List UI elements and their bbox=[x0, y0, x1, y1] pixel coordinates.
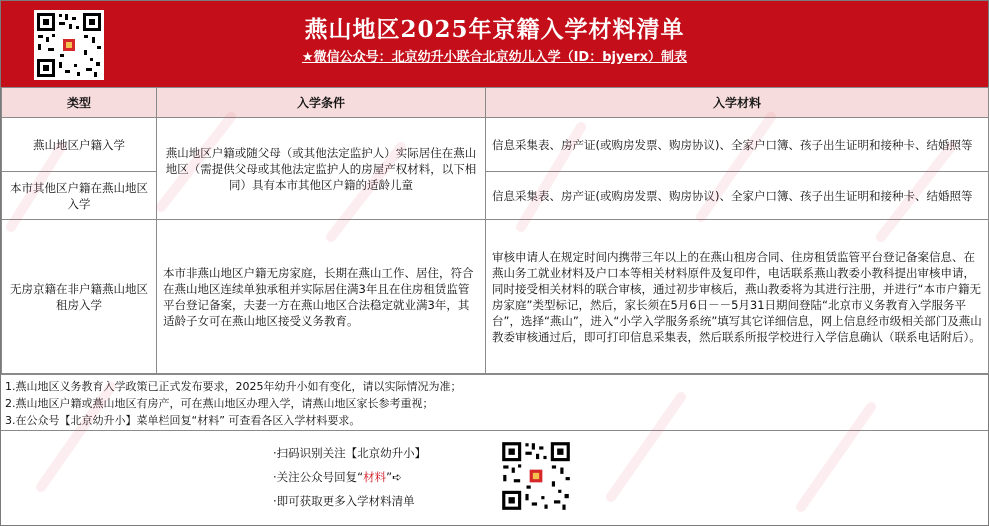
footer-line-more: ·即可获取更多入学材料清单 bbox=[273, 494, 415, 508]
table-header-row bbox=[2, 88, 989, 118]
header-banner bbox=[1, 1, 988, 87]
reply-prefix: ·关注公众号回复“ bbox=[273, 470, 364, 484]
table-row bbox=[2, 118, 989, 172]
row-materials: 审核申请人在规定时间内携带三年以上的在燕山租房合同、住房租赁监管平台登记备案信息、在燕山务工就业材料及户口本等相关材料原件及复印件，电话联系燕山教委小教科提出审核申请，同时接受相关材料的联合审核，通过初步审核后，燕山教委将为其进行注册，并进行“本市户籍无房家庭”类型标记，然后，家长须在5月6日－－5月31日期间登陆“北京市义务教育入学服务平台”，选择“燕山”，进入“小学入学服务系统”填写其它详细信息，网上信息经市级相关部门及燕山教委审核通过后，即可打印信息采集表，然后联系所报学校进行入学信息确认（联系电话附后）。 bbox=[486, 220, 989, 374]
row-type: 无房京籍在非户籍燕山地区租房入学 bbox=[2, 220, 157, 374]
row-condition: 本市非燕山地区户籍无房家庭，长期在燕山工作、居住，符合在燕山地区连续单独承租并实际居住满3年且在住房租赁监管平台登记备案，夫妻一方在燕山地区合法稳定就业满3年，其适龄子女可在燕山地区接受义务教育。 bbox=[157, 220, 486, 374]
footer-line-reply bbox=[273, 465, 426, 489]
row-type: 燕山地区户籍入学 bbox=[2, 118, 157, 172]
note-item: 2.燕山地区户籍或燕山地区有房产，可在燕山地区办理入学，请燕山地区家长参考重视； bbox=[5, 397, 434, 410]
note-item: 3.在公众号【北京幼升小】菜单栏回复“材料” 可查看各区入学材料要求。 bbox=[5, 414, 361, 427]
page-title: 燕山地区2025年京籍入学材料清单 bbox=[304, 16, 685, 43]
table-row bbox=[2, 172, 989, 220]
reply-keyword: 材料 bbox=[363, 470, 387, 484]
subtitle-text: ★微信公众号：北京幼升小联合北京幼儿入学（ID：bjyerx）制表 bbox=[301, 50, 688, 65]
notes-section bbox=[1, 374, 988, 431]
column-header-type: 类型 bbox=[2, 88, 157, 118]
table-row bbox=[2, 220, 989, 374]
column-header-condition: 入学条件 bbox=[157, 88, 486, 118]
page-subtitle bbox=[1, 46, 988, 65]
materials-table bbox=[1, 87, 989, 374]
column-header-materials: 入学材料 bbox=[486, 88, 989, 118]
row-type: 本市其他区户籍在燕山地区入学 bbox=[2, 172, 157, 220]
footer-section bbox=[1, 431, 988, 525]
qr-code-icon bbox=[499, 439, 573, 513]
row-condition: 燕山地区户籍或随父母（或其他法定监护人）实际居住在燕山地区（需提供父母或其他法定监护人的房屋产权材料，以下相同）具有本市其他区户籍的适龄儿童 bbox=[157, 118, 486, 220]
row-materials: 信息采集表、房产证(或购房发票、购房协议)、全家户口簿、孩子出生证明和接种卡、结婚照等 bbox=[486, 172, 989, 220]
footer-instructions bbox=[273, 441, 426, 513]
footer-line-scan: ·扫码识别关注【北京幼升小】 bbox=[273, 446, 427, 460]
reply-suffix: ”➪ bbox=[386, 470, 402, 484]
row-materials: 信息采集表、房产证(或购房发票、购房协议)、全家户口簿、孩子出生证明和接种卡、结婚照等 bbox=[486, 118, 989, 172]
note-item: 1.燕山地区义务教育入学政策已正式发布要求，2025年幼升小如有变化，请以实际情况为准； bbox=[5, 380, 462, 393]
